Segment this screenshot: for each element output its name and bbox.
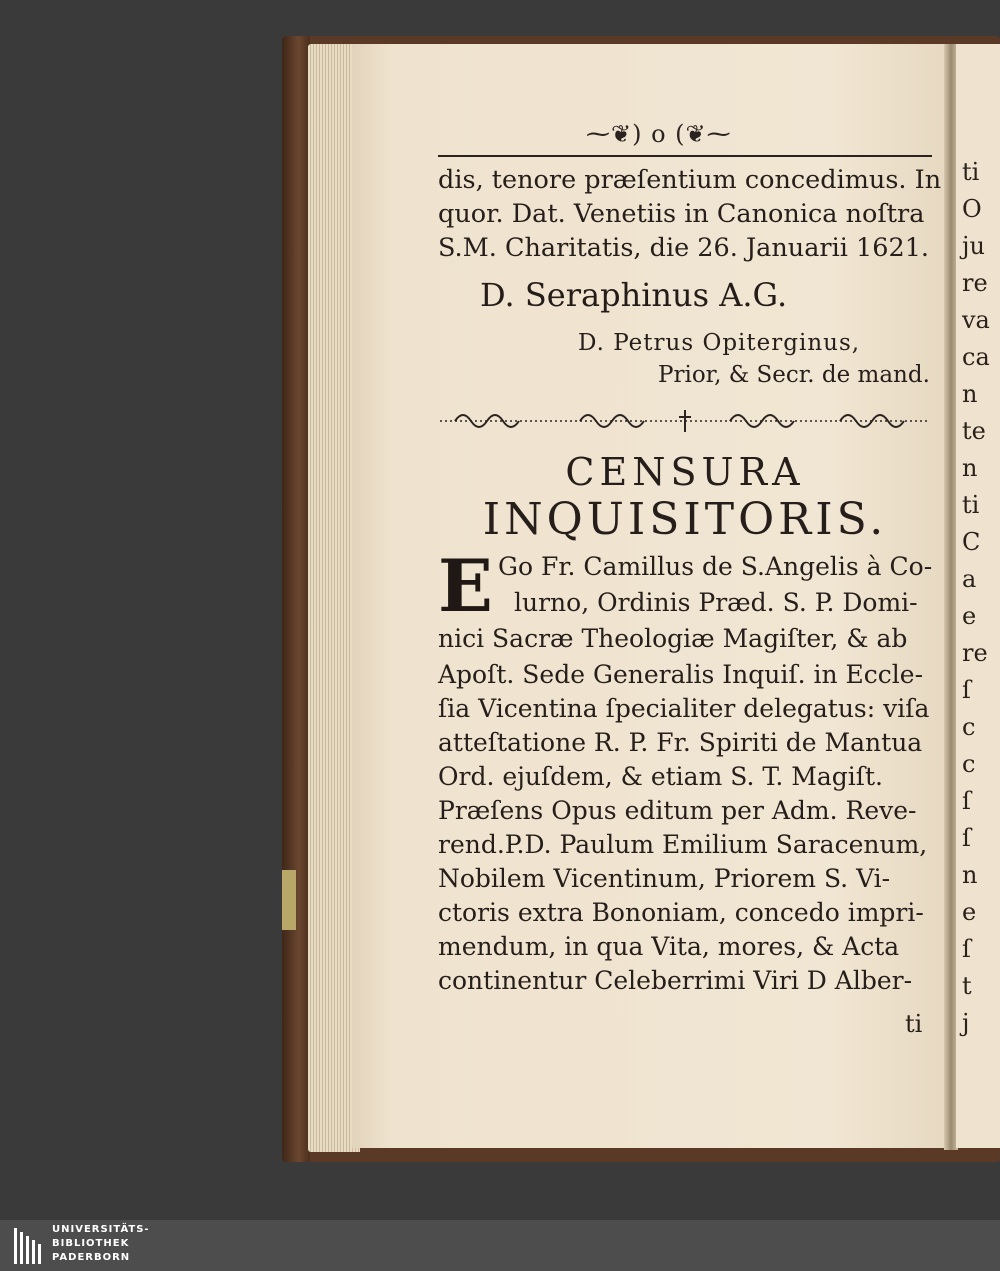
facing-page-fragment: va <box>962 306 990 334</box>
text-line: mendum, in qua Vita, mores, & Acta <box>438 932 900 961</box>
facing-page-fragment: a <box>962 565 977 593</box>
spine-label-tag <box>282 870 296 930</box>
facing-page-fragment: C <box>962 528 981 556</box>
text-line: Nobilem Vicentinum, Priorem S. Vi- <box>438 864 891 893</box>
running-header: ⁓❦) o (❦⁓ <box>586 120 732 148</box>
facing-page-fragment: O <box>962 195 982 223</box>
text-line: atteſtatione R. P. Fr. Spiriti de Mantua <box>438 728 923 757</box>
drop-cap: E <box>438 543 493 628</box>
section-title: CENSURA <box>565 450 805 494</box>
facing-page-fragment: ti <box>962 158 980 186</box>
footer-text-line3: PADERBORN <box>52 1252 131 1263</box>
text-line: dis, tenore præſentium concedimus. In <box>438 165 942 195</box>
signature-seraphinus: D. Seraphinus A.G. <box>480 276 788 314</box>
facing-page-fragment: n <box>962 380 978 408</box>
text-line: lurno, Ordinis Præd. S. P. Domi- <box>514 588 918 617</box>
signature-petrus-title: Prior, & Secr. de mand. <box>658 362 930 388</box>
facing-page-fragment: j <box>962 1009 970 1037</box>
text-line: nici Sacræ Theologiæ Magiſter, & ab <box>438 624 908 653</box>
header-rule <box>438 155 932 157</box>
facing-page-fragment: c <box>962 713 976 741</box>
facing-page-fragment: ca <box>962 343 990 371</box>
book-spine <box>282 36 310 1162</box>
facing-page-fragment: ſ <box>962 935 971 963</box>
section-subtitle: INQUISITORIS. <box>482 494 888 545</box>
facing-page-fragment: e <box>962 602 977 630</box>
text-line: Go Fr. Camillus de S.Angelis à Co- <box>498 552 933 581</box>
facing-page-fragment: t <box>962 972 972 1000</box>
footer-text-line1: UNIVERSITÄTS- <box>52 1224 150 1235</box>
text-line: Præſens Opus editum per Adm. Reve- <box>438 796 917 825</box>
catchword: ti <box>905 1010 923 1038</box>
facing-page-fragment: re <box>962 639 988 667</box>
facing-page-fragment: ſ <box>962 787 971 815</box>
text-line: Apoſt. Sede Generalis Inquiſ. in Eccle- <box>438 660 924 689</box>
ornamental-divider <box>440 406 930 436</box>
facing-page-fragment: ſ <box>962 824 971 852</box>
facing-page-fragment: re <box>962 269 988 297</box>
facing-page-fragment: ju <box>962 232 985 260</box>
facing-page-fragment: n <box>962 861 978 889</box>
text-line: S.M. Charitatis, die 26. Januarii 1621. <box>438 233 930 263</box>
text-line: quor. Dat. Venetiis in Canonica noſtra <box>438 199 925 229</box>
text-line: ſia Vicentina ſpecialiter delegatus: viſa <box>438 694 930 723</box>
signature-petrus: D. Petrus Opiterginus, <box>578 330 861 356</box>
text-line: ctoris extra Bononiam, concedo impri- <box>438 898 924 927</box>
facing-page-fragment: n <box>962 454 978 482</box>
right-page-fragment <box>956 44 1000 1148</box>
facing-page-fragment: c <box>962 750 976 778</box>
library-footer-bar <box>0 1220 1000 1271</box>
text-line: rend.P.D. Paulum Emilium Saracenum, <box>438 830 928 859</box>
facing-page-fragment: te <box>962 417 986 445</box>
footer-text-line2: BIBLIOTHEK <box>52 1238 130 1249</box>
facing-page-fragment: ti <box>962 491 980 519</box>
text-line: Ord. ejuſdem, & etiam S. T. Magiſt. <box>438 762 884 791</box>
text-line: continentur Celeberrimi Viri D Alber- <box>438 966 913 995</box>
university-library-logo-icon <box>12 1226 46 1266</box>
facing-page-fragment: e <box>962 898 977 926</box>
facing-page-fragment: ſ <box>962 676 971 704</box>
